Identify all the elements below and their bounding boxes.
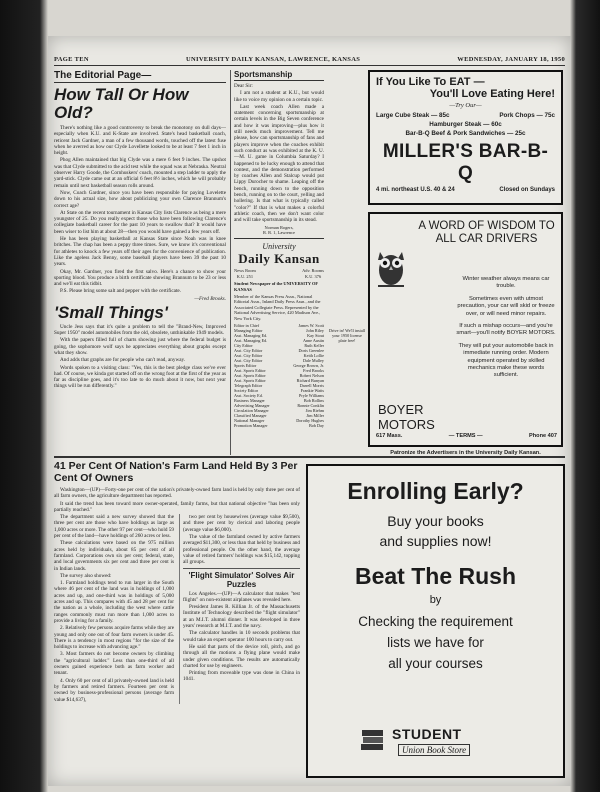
bookstore-line: Enrolling Early?	[347, 478, 524, 504]
staff-role: Editor in Chief	[234, 323, 260, 328]
bookstack-icon	[358, 726, 388, 756]
bbq-name: MILLER'S BAR-B-Q	[382, 141, 549, 184]
bookstore-line: Beat The Rush	[354, 563, 517, 589]
farm-paragraph: The value of the farmland owned by active farmers averaged $11,300, or less than that held by business and professional people. On the other hand, the average value of retired farmers' holdings was $15,142, topping all groups.	[183, 534, 300, 566]
staff-person: Jim Miller	[306, 413, 324, 418]
farm-story	[54, 460, 300, 783]
boyer-body	[456, 276, 556, 380]
bbq-menu-row	[376, 111, 555, 120]
staff-role: Asst. Sports Editor	[234, 368, 266, 373]
boyer-phone: Phone 407	[529, 433, 557, 439]
staff-role: City Editor	[234, 343, 253, 348]
staff-person: Dorothy Hughes	[296, 418, 324, 423]
flight-paragraph: Printing from moveable type was done in China in 1041.	[183, 670, 300, 683]
bbq-menu-row	[376, 129, 555, 138]
bbq-tag: You'll Love Eating Here!	[429, 88, 555, 100]
boyer-line: If such a mishap occurs—and you're smart—you'll notify BOYER MOTORS.	[456, 323, 556, 337]
logo-bottom: Union Book Store	[398, 744, 470, 756]
bbq-item: Hamburger Steak — 60c	[429, 121, 502, 128]
staff-list	[234, 323, 324, 428]
boyer-terms: — TERMS —	[448, 433, 483, 439]
staff-role: Asst. City Editor	[234, 348, 263, 353]
bbq-footer	[376, 187, 555, 193]
farm-paragraph: Washington—(UP)—Forty-one per cent of the nation's privately-owned farm land is held by only three per cent of all farm owners, the agriculture department has reported.	[54, 487, 300, 500]
staff-role: Asst. City Editor	[234, 358, 263, 363]
editorial-paragraph: He has been playing basketball at Kansas State since Noah was in knee britches. The chap has been a peppy three times. Sure, we know it's conventional for athletes to knock a few years off their ages for the convenience of publication. Like the ageless Jack Benny, some baseball players have been 39 the past 10 years.	[54, 236, 226, 268]
adv-room-label: Adv. Rooms	[302, 268, 324, 274]
patronize-line: Patronize the Advertisers in the University Daily Kansan.	[390, 450, 541, 456]
letters-column	[230, 70, 324, 455]
editorial-column	[54, 70, 226, 455]
boyer-line: They will put your automobile back in immediate running order. Modern equipment operated by skilled mechanics make these words sufficient.	[458, 342, 554, 379]
millers-bbq-ad	[368, 70, 563, 205]
masthead-university: University	[262, 242, 296, 252]
staff-role: Asst. City Editor	[234, 353, 263, 358]
boyer-address: 617 Mass.	[376, 433, 403, 439]
logo-top: STUDENT	[392, 726, 462, 742]
editorial-paragraph: Okay, Mr. Gardner, you fired the first salvo. Here's a chance to show your sporting blood. You produce a birth certificate showing Brannum to be 23 or less and we'll eat this tidbit.	[54, 268, 226, 288]
boyer-line: Sometimes even with utmost precaution, your car will skid or freeze over, or will need minor repairs.	[457, 295, 555, 317]
staff-role: Asst. Managing Ed.	[234, 338, 268, 343]
staff-person: Darrell Morris	[299, 383, 324, 388]
masthead-subtitle: Student Newspaper of the UNIVERSITY OF KANSAS	[234, 281, 318, 292]
bookstore-line: by	[429, 594, 442, 606]
staff-role: National Manager	[234, 418, 265, 423]
bbq-location: 4 mi. northeast U.S. 40 & 24	[376, 187, 455, 193]
folio-date: WEDNESDAY, JANUARY 18, 1950	[457, 56, 565, 63]
staff-person: Ruth Keller	[304, 343, 324, 348]
flight-headline: 'Flight Simulator' Solves Air Puzzles	[183, 568, 300, 589]
farm-headline: 41 Per Cent Of Nation's Farm Land Held By 3 Per Cent Of Owners	[54, 460, 298, 484]
flight-paragraph: The calculator handles in 10 seconds problems that would take an expert operator 100 hours to carry out.	[183, 630, 300, 643]
news-room-ext: K.U. 251	[236, 273, 254, 279]
staff-person: Ronnie Conklin	[297, 403, 324, 408]
staff-person: John Riley	[305, 328, 324, 333]
editorial-paragraph: P.S. Please bring some salt and pepper with the certificate.	[60, 288, 182, 295]
flight-paragraph: He said that parts of the device roll, pitch, and go through all the motions a flying plane would make under given conditions. The results are automatically charted for use by engineers.	[183, 643, 300, 669]
staff-role: Telegraph Editor	[234, 383, 263, 388]
sportsmanship-section-head: Sportsmanship	[234, 70, 324, 81]
newspaper-page	[48, 36, 571, 786]
masthead-phones	[234, 268, 324, 279]
editorial-section-head: The Editorial Page—	[54, 70, 226, 83]
bbq-menu-row	[376, 120, 555, 129]
bbq-item: Bar-B-Q Beef & Pork Sandwiches — 25c	[405, 130, 526, 137]
staff-role: Managing Editor	[234, 328, 263, 333]
editorial-paragraph: Phog Allen maintained that big Clyde was a mere 6 feet 9 inches. The upshot was that Clyde submitted to the acid test while the squad was at Nebraska. Neutral observer Harry Goode, the Cornhuskers' coach, mounted a step ladder to apply the yard-stick. Clyde came out at an official 6 feet 8½ inches, which he will probably remain until next basketball season rolls around.	[54, 157, 226, 189]
farm-paragraph: The department said a new survey showed that the three per cent are those who have holdings as large as 1,000 acres or more. The other 97 per cent—who hold 59 per cent of the land—have holdings of 260 acres or less.	[54, 514, 174, 540]
staff-person: Doris Greenlee	[298, 348, 324, 353]
flight-paragraph: President James R. Killian Jr. of the Massachusetts Institute of Technology described the "flight simulator" at an M.I.T. alumni dinner. It was developed in three years' research at M.I.T. and the navy.	[183, 604, 300, 630]
staff-row	[234, 423, 324, 428]
bbq-try-our: —Try Our—	[449, 102, 482, 109]
masthead-title: Daily Kansan	[238, 251, 320, 267]
editorial-paragraph: At State on the recent tournament in Kansas City lists Clarence as being a mere youngster of 25. Do you really expect those who have been following Clarence's collegiate basketball career for the past 10 years to swallow that? It would have been wiser to list him at about 28—then you would have gained a few years off.	[54, 209, 226, 235]
staff-role: Classified Manager	[234, 413, 267, 418]
farm-paragraph: 4. Only 60 per cent of all privately-owned land is held by farmers and retired farmers. Fourteen per cent is owned by business-professional persons (average farm value $14,637),	[54, 677, 174, 703]
staff-person: Frankie Watts	[300, 388, 324, 393]
boyer-name-line: BOYER	[378, 402, 424, 417]
boyer-footer	[376, 433, 557, 439]
letter-paragraph: Last week coach Allen made a statement concerning sportsmanship at certain levels in the Big Seven conference and how it was improving—plus how it still needs much improvement. Tell me please, how can sportsmanship of fans and players improve when the coaches exhibit such conduct as was exhibited at the K. U.—M. U. game in Columbia Saturday? I happened to be lucky enough to attend that contest, and the demonstration performed by coaches Allen and Stalcup would put Lippy Durocher to shame. Leaping off the bench, running down to the opposition bench, running on to the court, yelling and hollering. Is that what is typically called "color?" If that is what makes a colorful athletic coach, then we don't want color and will take sportsmanship in its stead.	[234, 103, 324, 224]
staff-role: Sports Editor	[234, 363, 257, 368]
news-room-label: News Room	[234, 268, 256, 274]
letter-salutation: Dear Sir:	[234, 83, 253, 89]
editorial-signoff: —Fred Brooks.	[194, 295, 226, 302]
bookstore-line: all your courses	[388, 656, 483, 671]
staff-person: James W. Scott	[298, 323, 324, 328]
boyer-name-line: MOTORS	[378, 417, 435, 432]
small-things-headline: 'Small Things'	[54, 302, 168, 322]
farm-paragraph: two per cent by housewives (average value $9,500), and three per cent by clerical and laboring people (average value $6,000).	[183, 514, 300, 533]
farm-paragraph: 3. Most farmers do not become owners by climbing the "agricultural ladder." Less than one-third of all owners gained experience both as farm worker and tenant.	[54, 651, 174, 677]
small-things-paragraph: With the papers filled full of charts showing just where the federal budget is going, the sophomore wolf says he appreciates everything about graphs except what they show.	[54, 337, 226, 356]
staff-person: Jim Riehm	[305, 408, 324, 413]
farm-paragraph: These calculations were based on the 975 million acres held by individuals, about 85 per cent of all farmland. Corporations own six per cent; federal, state, and local governments six per cent and three per cent is in Indian lands.	[54, 540, 174, 572]
staff-role: Society Editor	[234, 388, 259, 393]
staff-person: George Brown, Jr.	[293, 363, 324, 368]
bbq-item: Pork Chops — 75c	[499, 112, 555, 119]
boyer-headline: A WORD OF WISDOM TO ALL CAR DRIVERS	[418, 220, 555, 245]
boyer-line: Winter weather always means car trouble.	[462, 276, 550, 290]
farm-col-2	[179, 514, 300, 704]
staff-person: Bob Day	[308, 423, 324, 428]
editorial-paragraph: There's nothing like a good controversy to break the monotony on dull days—especially when K.U. and K-State are involved. State's head basketball coach, reticent Jack Gardner, a man of a few thousand words, touched off the latest fuse when he averred as how our Clyde Lovellette looked to be at least 7 feet 1 inch in height.	[54, 125, 226, 157]
staff-person: Keith Lollie	[303, 353, 324, 358]
staff-role: Promotion Manager	[234, 423, 268, 428]
farm-paragraph: It said the trend has been toward more owner-operated, family farms, but that national objective "has been only partially reached."	[54, 500, 300, 513]
small-things-paragraph: And adds that graphs are for people who can't read, anyway.	[60, 357, 186, 364]
staff-person: Robert Nelson	[299, 373, 324, 378]
page-folio	[54, 56, 565, 66]
bookstore-line: and supplies now!	[379, 533, 492, 549]
folio-page-number: PAGE TEN	[54, 56, 89, 63]
staff-role: Asst. Sports Editor	[234, 378, 266, 383]
staff-person: Kay Stout	[307, 333, 324, 338]
staff-role: Business Manager	[234, 398, 265, 403]
bookstore-line: lists we have for	[387, 635, 484, 650]
bbq-hours: Closed on Sundays	[499, 187, 555, 193]
boyer-motors-ad	[368, 212, 563, 447]
masthead-member-text: Member of the Kansas Press Assn., National Editorial Assn., Inland Daily Press Assn., and the Associated Collegiate Press. Represented by the National Advertising Service, 420 Madison Ave., New York City.	[234, 293, 321, 321]
staff-person: Fred Brooks	[303, 368, 324, 373]
farm-col-1	[54, 514, 174, 704]
farm-paragraph: 2. Relatively few persons acquire farms while they are young and only one out of four farm owners is under 45. There is a tendency in most regions "for the size of the holdings to increase with advancing age."	[54, 625, 174, 651]
small-things-paragraph: Uncle Jess says that it's quite a problem to tell the "Brand-New, Improved Super 1950" model automobiles from the old, obsolete, unthinkable 1949 models.	[54, 323, 226, 337]
letter-paragraph: I am not a student at K.U., but would like to voice my opinion on a certain topic.	[234, 90, 324, 103]
staff-person: Richard Bunyan	[296, 378, 324, 383]
staff-role: Asst. Managing Ed.	[234, 333, 268, 338]
farm-paragraph: 1. Farmland holdings tend to run larger in the South where 46 per cent of the land was in holdings of 1,000 acres and up, and one-third was in holdings of 5,000 acres and up. This compares with 45 and 28 per cent for the nation as a whole, including the west where cattle ranges commonly must run more than 1,000 acres to provide a living for a family.	[54, 580, 174, 624]
editorial-paragraph: Now, Coach Gardner, since you have been responsible for paying Lovelette down to his actual size, how about publicizing your own Clarence Brannum's correct age?	[54, 189, 226, 209]
bookstore-ad	[306, 464, 565, 778]
staff-role: Advertising Manager	[234, 403, 270, 408]
bookstore-line: Checking the requirement	[358, 614, 513, 629]
drive-in-note: Drive in! We'll install your 1950 license plate free!	[328, 328, 366, 343]
adv-room-ext: K.U. 376	[304, 273, 322, 279]
bbq-lead: If You Like To EAT —	[376, 76, 485, 88]
boyer-name	[378, 402, 435, 432]
staff-person: Bob Rollins	[303, 398, 324, 403]
bookstore-line: Buy your books	[387, 513, 484, 529]
small-things-paragraph: Words spoken to a visiting class: "Yes, this is the best pledge class we've ever had. Of course, we kinda got started off on the wrong foot at the first of the year as far as discipline goes, and it's too late to do much about it now, but next year things will be run differently."	[54, 364, 226, 390]
farm-paragraph: The survey also showed:	[60, 572, 112, 579]
staff-person: Dale Mulley	[302, 358, 324, 363]
bbq-item: Large Cube Steak — 85c	[376, 112, 450, 119]
flight-paragraph: Los Angeles.—(UP)—A calculator that makes "test flights" on non-existent airplanes was revealed here.	[183, 590, 300, 603]
folio-publication: UNIVERSITY DAILY KANSAN, LAWRENCE, KANSAS	[186, 56, 361, 63]
letter-signature-name: Norman Rogers,	[264, 224, 294, 230]
owl-icon	[374, 244, 408, 288]
staff-role: Circulation Manager	[234, 408, 269, 413]
staff-person: Pryle Williams	[299, 393, 324, 398]
staff-person: Anne Austin	[302, 338, 324, 343]
staff-role: Asst. Society Ed.	[234, 393, 263, 398]
letter-signature-address: R. R. 1, Lawrence	[263, 229, 295, 235]
student-union-logo	[358, 722, 488, 762]
staff-role: Asst. Sports Editor	[234, 373, 266, 378]
editorial-headline: How Tall Or How Old?	[54, 85, 189, 122]
